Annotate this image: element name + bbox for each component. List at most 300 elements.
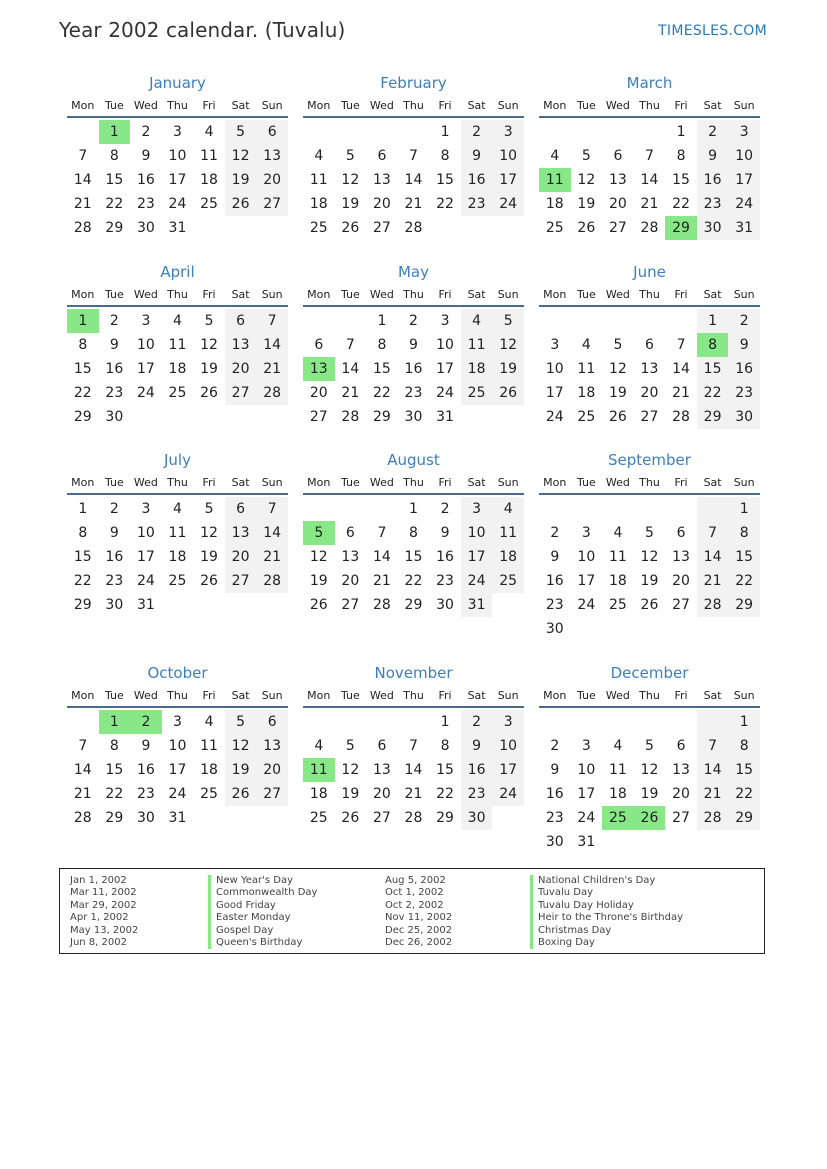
day-cell: 12 bbox=[577, 172, 596, 188]
weekday-label: Thu bbox=[639, 288, 660, 301]
empty-day-cell bbox=[303, 710, 335, 734]
day-grid bbox=[539, 309, 760, 429]
empty-day-cell bbox=[602, 309, 634, 333]
weekday-label: Thu bbox=[403, 689, 424, 702]
empty-day-cell bbox=[492, 593, 524, 617]
weekday-label: Mon bbox=[307, 476, 331, 489]
day-cell: 31 bbox=[577, 834, 596, 850]
day-cell: 4 bbox=[204, 714, 214, 730]
day-cell: 18 bbox=[200, 172, 218, 188]
weekday-label: Fri bbox=[438, 288, 452, 301]
month-title: November bbox=[374, 664, 453, 682]
day-cell: 10 bbox=[168, 148, 187, 164]
day-cell: 14 bbox=[341, 361, 360, 377]
empty-day-cell bbox=[602, 830, 634, 854]
day-cell: 6 bbox=[225, 497, 257, 521]
day-cell: 4 bbox=[173, 313, 182, 329]
day-cell: 21 bbox=[697, 782, 729, 806]
day-cell: 18 bbox=[309, 786, 328, 802]
holiday-date: Apr 1, 2002 bbox=[70, 912, 129, 924]
day-cell: 1 bbox=[409, 501, 418, 517]
weekday-label: Sun bbox=[497, 476, 519, 489]
day-cell: 13 bbox=[341, 549, 360, 565]
day-cell: 30 bbox=[545, 621, 564, 637]
day-cell: 6 bbox=[377, 738, 387, 754]
day-cell: 21 bbox=[404, 196, 423, 212]
day-cell: 7 bbox=[676, 337, 686, 353]
day-cell: 23 bbox=[545, 810, 564, 826]
day-cell: 25 bbox=[168, 573, 187, 589]
day-cell: 17 bbox=[492, 168, 524, 192]
day-grid bbox=[303, 120, 524, 240]
weekday-header bbox=[303, 285, 524, 307]
day-cell: 15 bbox=[73, 549, 92, 565]
day-cell: 2 bbox=[141, 124, 151, 140]
empty-day-cell bbox=[492, 806, 524, 830]
day-cell: 26 bbox=[341, 220, 360, 236]
weekday-label: Sat bbox=[467, 99, 486, 112]
day-cell: 20 bbox=[372, 786, 391, 802]
weekday-label: Mon bbox=[543, 476, 567, 489]
weekday-label: Sat bbox=[467, 288, 486, 301]
day-cell: 12 bbox=[608, 361, 627, 377]
day-cell: 7 bbox=[645, 148, 654, 164]
day-cell: 29 bbox=[105, 810, 124, 826]
day-cell: 7 bbox=[377, 525, 387, 541]
weekday-label: Tue bbox=[104, 689, 124, 702]
day-cell: 15 bbox=[728, 545, 760, 569]
day-cell: 22 bbox=[73, 573, 92, 589]
empty-day-cell bbox=[366, 497, 398, 521]
empty-day-cell bbox=[225, 405, 257, 429]
day-cell: 22 bbox=[728, 782, 760, 806]
weekday-header bbox=[67, 96, 288, 118]
day-cell: 12 bbox=[200, 525, 218, 541]
weekday-label: Thu bbox=[167, 476, 188, 489]
day-grid bbox=[539, 120, 760, 240]
day-cell: 8 bbox=[440, 738, 450, 754]
day-cell: 29 bbox=[372, 409, 391, 425]
day-cell: 10 bbox=[461, 521, 493, 545]
day-cell: 25 bbox=[545, 220, 564, 236]
day-cell: 25 bbox=[200, 786, 218, 802]
day-cell: 22 bbox=[404, 573, 423, 589]
day-cell: 14 bbox=[404, 172, 423, 188]
weekday-label: Fri bbox=[674, 288, 688, 301]
weekday-label: Mon bbox=[307, 288, 331, 301]
day-cell: 12 bbox=[640, 762, 659, 778]
empty-day-cell bbox=[67, 120, 99, 144]
day-cell: 13 bbox=[225, 333, 257, 357]
empty-day-cell bbox=[665, 830, 697, 854]
day-cell: 7 bbox=[409, 148, 418, 164]
day-cell: 11 bbox=[608, 762, 627, 778]
empty-day-cell bbox=[398, 120, 430, 144]
day-cell: 11 bbox=[200, 738, 218, 754]
day-cell: 14 bbox=[256, 333, 288, 357]
day-cell: 20 bbox=[672, 573, 690, 589]
holiday-name: National Children's Day bbox=[530, 875, 683, 887]
empty-day-cell bbox=[728, 830, 760, 854]
weekday-label: Sat bbox=[467, 476, 486, 489]
day-grid bbox=[67, 120, 288, 240]
month-title: January bbox=[149, 74, 206, 92]
day-cell: 19 bbox=[309, 573, 328, 589]
day-cell: 22 bbox=[672, 196, 690, 212]
day-cell: 24 bbox=[577, 597, 596, 613]
empty-day-cell bbox=[492, 216, 524, 240]
empty-day-cell bbox=[634, 120, 666, 144]
month-february bbox=[303, 70, 524, 240]
weekday-label: Sat bbox=[703, 288, 722, 301]
empty-day-cell bbox=[634, 309, 666, 333]
day-cell: 18 bbox=[577, 385, 596, 401]
day-cell: 28 bbox=[404, 220, 423, 236]
day-cell: 8 bbox=[409, 525, 418, 541]
day-cell: 27 bbox=[672, 597, 690, 613]
day-cell: 15 bbox=[436, 762, 454, 778]
day-cell: 19 bbox=[200, 549, 218, 565]
weekday-label: Sun bbox=[261, 476, 283, 489]
weekday-label: Tue bbox=[340, 689, 360, 702]
empty-day-cell bbox=[193, 593, 225, 617]
day-cell: 28 bbox=[256, 381, 288, 405]
day-cell: 18 bbox=[461, 357, 493, 381]
month-title: August bbox=[387, 451, 440, 469]
month-title: March bbox=[626, 74, 673, 92]
day-grid bbox=[303, 497, 524, 617]
day-cell: 1 bbox=[728, 710, 760, 734]
day-grid bbox=[67, 497, 288, 617]
weekday-label: Sat bbox=[467, 689, 486, 702]
weekday-label: Thu bbox=[167, 99, 188, 112]
day-cell: 13 bbox=[672, 762, 690, 778]
empty-day-cell bbox=[193, 216, 225, 240]
holiday-date: Jun 8, 2002 bbox=[70, 937, 127, 949]
day-cell: 30 bbox=[728, 405, 760, 429]
empty-day-cell bbox=[665, 497, 697, 521]
holiday-dates-column-2 bbox=[385, 875, 452, 949]
day-cell: 13 bbox=[225, 521, 257, 545]
weekday-label: Sun bbox=[497, 288, 519, 301]
day-cell: 28 bbox=[341, 409, 360, 425]
day-cell: 12 bbox=[225, 734, 257, 758]
day-cell: 7 bbox=[697, 521, 729, 545]
weekday-label: Wed bbox=[133, 476, 158, 489]
holiday-day-cell: 11 bbox=[303, 758, 335, 782]
weekday-label: Tue bbox=[340, 99, 360, 112]
day-cell: 13 bbox=[256, 144, 288, 168]
empty-day-cell bbox=[697, 497, 729, 521]
holiday-names-column-1 bbox=[208, 875, 317, 949]
day-cell: 16 bbox=[728, 357, 760, 381]
empty-day-cell bbox=[162, 405, 194, 429]
empty-day-cell bbox=[193, 806, 225, 830]
day-cell: 26 bbox=[341, 810, 360, 826]
weekday-label: Tue bbox=[340, 288, 360, 301]
day-cell: 19 bbox=[492, 357, 524, 381]
empty-day-cell bbox=[256, 405, 288, 429]
day-cell: 30 bbox=[105, 597, 124, 613]
empty-day-cell bbox=[335, 497, 367, 521]
holiday-day-cell: 1 bbox=[99, 120, 131, 144]
day-cell: 14 bbox=[697, 758, 729, 782]
day-cell: 30 bbox=[697, 216, 729, 240]
holiday-date: Jan 1, 2002 bbox=[70, 875, 127, 886]
day-cell: 24 bbox=[461, 569, 493, 593]
day-grid bbox=[539, 710, 760, 854]
day-cell: 15 bbox=[105, 172, 124, 188]
day-cell: 24 bbox=[492, 782, 524, 806]
day-cell: 10 bbox=[136, 525, 155, 541]
weekday-label: Sat bbox=[231, 476, 250, 489]
day-grid bbox=[303, 710, 524, 830]
day-cell: 5 bbox=[645, 738, 654, 754]
empty-day-cell bbox=[398, 710, 430, 734]
day-cell: 21 bbox=[73, 196, 92, 212]
holiday-date: Dec 26, 2002 bbox=[385, 937, 453, 949]
day-cell: 21 bbox=[73, 786, 92, 802]
empty-day-cell bbox=[571, 497, 603, 521]
day-cell: 9 bbox=[109, 337, 119, 353]
holiday-names-column-2 bbox=[530, 875, 683, 949]
day-cell: 31 bbox=[168, 810, 187, 826]
day-cell: 7 bbox=[256, 309, 288, 333]
day-cell: 11 bbox=[168, 525, 187, 541]
day-cell: 29 bbox=[436, 810, 454, 826]
day-cell: 1 bbox=[697, 309, 729, 333]
day-cell: 26 bbox=[200, 573, 218, 589]
holiday-name: Commonwealth Day bbox=[208, 887, 317, 899]
empty-day-cell bbox=[256, 806, 288, 830]
day-cell: 5 bbox=[225, 120, 257, 144]
day-cell: 18 bbox=[168, 549, 187, 565]
empty-day-cell bbox=[225, 593, 257, 617]
day-cell: 24 bbox=[168, 196, 187, 212]
day-cell: 16 bbox=[545, 573, 564, 589]
day-cell: 5 bbox=[345, 148, 355, 164]
weekday-label: Sat bbox=[703, 689, 722, 702]
day-cell: 25 bbox=[608, 597, 627, 613]
site-link[interactable]: TIMESLES.COM bbox=[658, 23, 767, 39]
day-cell: 31 bbox=[436, 409, 454, 425]
day-cell: 10 bbox=[577, 549, 596, 565]
weekday-label: Fri bbox=[438, 689, 452, 702]
day-cell: 6 bbox=[256, 120, 288, 144]
day-cell: 11 bbox=[168, 337, 187, 353]
day-cell: 3 bbox=[581, 525, 591, 541]
weekday-label: Wed bbox=[133, 99, 158, 112]
day-cell: 28 bbox=[697, 806, 729, 830]
month-december bbox=[539, 660, 760, 854]
day-cell: 18 bbox=[309, 196, 328, 212]
empty-day-cell bbox=[303, 309, 335, 333]
day-cell: 8 bbox=[440, 148, 450, 164]
day-grid bbox=[303, 309, 524, 429]
day-cell: 10 bbox=[436, 337, 454, 353]
day-cell: 9 bbox=[141, 148, 151, 164]
weekday-label: Sat bbox=[231, 689, 250, 702]
day-cell: 5 bbox=[613, 337, 623, 353]
day-cell: 3 bbox=[550, 337, 560, 353]
day-cell: 9 bbox=[109, 525, 119, 541]
day-cell: 16 bbox=[545, 786, 564, 802]
weekday-label: Fri bbox=[202, 288, 216, 301]
weekday-label: Thu bbox=[639, 689, 660, 702]
day-cell: 10 bbox=[492, 734, 524, 758]
holiday-day-cell: 1 bbox=[67, 309, 99, 333]
day-cell: 7 bbox=[409, 738, 418, 754]
day-cell: 26 bbox=[200, 385, 218, 401]
weekday-label: Mon bbox=[307, 689, 331, 702]
weekday-label: Sat bbox=[231, 99, 250, 112]
day-cell: 19 bbox=[640, 573, 659, 589]
day-cell: 9 bbox=[697, 144, 729, 168]
month-title: April bbox=[160, 263, 195, 281]
month-november bbox=[303, 660, 524, 830]
day-cell: 20 bbox=[225, 545, 257, 569]
day-cell: 8 bbox=[676, 148, 686, 164]
day-cell: 4 bbox=[204, 124, 214, 140]
holiday-day-cell: 2 bbox=[130, 710, 162, 734]
day-cell: 9 bbox=[141, 738, 151, 754]
weekday-label: Mon bbox=[71, 288, 95, 301]
day-cell: 27 bbox=[640, 409, 659, 425]
day-cell: 15 bbox=[372, 361, 391, 377]
holiday-day-cell: 29 bbox=[665, 216, 697, 240]
weekday-header bbox=[67, 285, 288, 307]
day-cell: 22 bbox=[105, 196, 124, 212]
holiday-day-cell: 8 bbox=[697, 333, 729, 357]
day-cell: 18 bbox=[200, 762, 218, 778]
month-title: December bbox=[610, 664, 689, 682]
day-cell: 27 bbox=[608, 220, 627, 236]
day-cell: 2 bbox=[461, 120, 493, 144]
day-cell: 20 bbox=[672, 786, 690, 802]
holiday-name: Gospel Day bbox=[208, 925, 317, 937]
holiday-date: Mar 11, 2002 bbox=[70, 887, 137, 899]
day-cell: 29 bbox=[728, 593, 760, 617]
weekday-label: Wed bbox=[369, 689, 394, 702]
day-cell: 4 bbox=[173, 501, 182, 517]
day-cell: 10 bbox=[577, 762, 596, 778]
day-cell: 28 bbox=[640, 220, 659, 236]
day-cell: 28 bbox=[256, 569, 288, 593]
day-cell: 5 bbox=[492, 309, 524, 333]
day-cell: 25 bbox=[309, 810, 328, 826]
weekday-label: Sat bbox=[703, 476, 722, 489]
empty-day-cell bbox=[225, 216, 257, 240]
day-cell: 4 bbox=[492, 497, 524, 521]
holiday-name: Tuvalu Day bbox=[530, 887, 683, 899]
day-cell: 9 bbox=[409, 337, 418, 353]
day-cell: 5 bbox=[645, 525, 654, 541]
day-cell: 10 bbox=[728, 144, 760, 168]
day-cell: 5 bbox=[581, 148, 591, 164]
day-cell: 13 bbox=[608, 172, 627, 188]
day-cell: 14 bbox=[73, 172, 92, 188]
day-cell: 25 bbox=[309, 220, 328, 236]
weekday-label: Sun bbox=[733, 476, 755, 489]
day-cell: 17 bbox=[728, 168, 760, 192]
weekday-label: Thu bbox=[639, 99, 660, 112]
day-cell: 29 bbox=[105, 220, 124, 236]
day-cell: 17 bbox=[492, 758, 524, 782]
day-cell: 27 bbox=[309, 409, 328, 425]
day-cell: 22 bbox=[436, 196, 454, 212]
weekday-label: Sat bbox=[703, 99, 722, 112]
day-cell: 27 bbox=[225, 381, 257, 405]
day-cell: 26 bbox=[309, 597, 328, 613]
day-cell: 21 bbox=[640, 196, 659, 212]
empty-day-cell bbox=[571, 120, 603, 144]
day-cell: 13 bbox=[372, 172, 391, 188]
day-cell: 14 bbox=[372, 549, 391, 565]
day-cell: 28 bbox=[672, 409, 690, 425]
day-cell: 22 bbox=[73, 385, 92, 401]
day-cell: 28 bbox=[372, 597, 391, 613]
empty-day-cell bbox=[697, 710, 729, 734]
day-cell: 28 bbox=[73, 810, 92, 826]
empty-day-cell bbox=[634, 497, 666, 521]
day-cell: 20 bbox=[640, 385, 659, 401]
day-cell: 23 bbox=[545, 597, 564, 613]
day-cell: 6 bbox=[645, 337, 654, 353]
day-cell: 1 bbox=[440, 124, 450, 140]
empty-day-cell bbox=[492, 405, 524, 429]
day-cell: 14 bbox=[672, 361, 690, 377]
day-cell: 16 bbox=[436, 549, 454, 565]
day-cell: 15 bbox=[672, 172, 690, 188]
day-cell: 20 bbox=[372, 196, 391, 212]
day-cell: 21 bbox=[404, 786, 423, 802]
day-cell: 5 bbox=[204, 501, 214, 517]
empty-day-cell bbox=[429, 216, 461, 240]
weekday-label: Tue bbox=[104, 288, 124, 301]
day-cell: 20 bbox=[309, 385, 328, 401]
weekday-label: Mon bbox=[543, 689, 567, 702]
day-cell: 7 bbox=[697, 734, 729, 758]
weekday-label: Sun bbox=[261, 99, 283, 112]
day-cell: 16 bbox=[461, 758, 493, 782]
month-title: September bbox=[608, 451, 691, 469]
weekday-label: Sun bbox=[261, 689, 283, 702]
empty-day-cell bbox=[602, 710, 634, 734]
day-cell: 16 bbox=[105, 361, 124, 377]
day-cell: 7 bbox=[256, 497, 288, 521]
day-cell: 26 bbox=[492, 381, 524, 405]
day-cell: 11 bbox=[309, 172, 328, 188]
empty-day-cell bbox=[461, 216, 493, 240]
day-cell: 11 bbox=[577, 361, 596, 377]
day-cell: 19 bbox=[608, 385, 627, 401]
day-cell: 12 bbox=[341, 172, 360, 188]
empty-day-cell bbox=[634, 710, 666, 734]
month-may bbox=[303, 259, 524, 429]
day-cell: 12 bbox=[341, 762, 360, 778]
day-cell: 7 bbox=[78, 148, 88, 164]
day-cell: 25 bbox=[168, 385, 187, 401]
day-cell: 31 bbox=[168, 220, 187, 236]
day-cell: 3 bbox=[492, 120, 524, 144]
day-cell: 21 bbox=[697, 569, 729, 593]
empty-day-cell bbox=[303, 120, 335, 144]
day-cell: 16 bbox=[697, 168, 729, 192]
day-cell: 27 bbox=[256, 192, 288, 216]
weekday-label: Wed bbox=[369, 288, 394, 301]
day-cell: 3 bbox=[581, 738, 591, 754]
month-title: June bbox=[633, 263, 666, 281]
